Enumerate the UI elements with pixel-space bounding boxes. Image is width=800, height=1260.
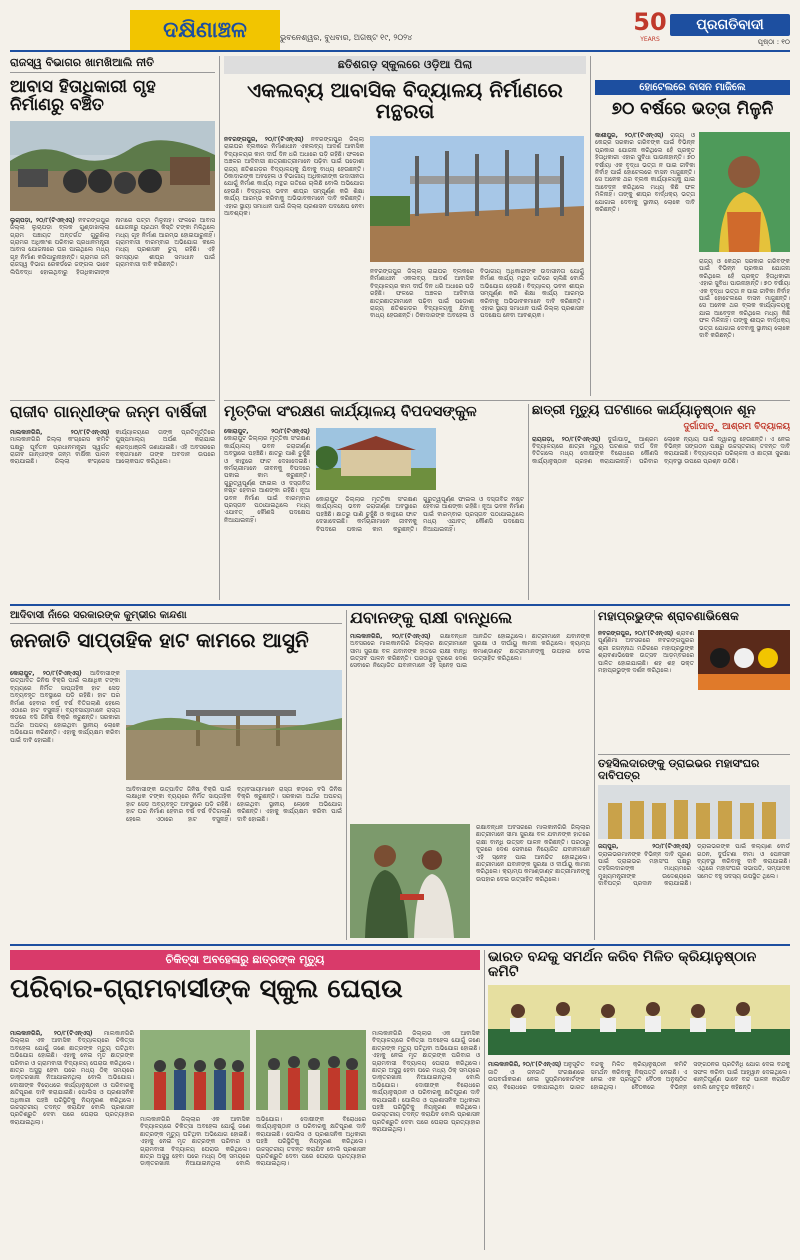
dateline-bar	[280, 32, 580, 44]
brand-name: ପ୍ରଗତିବାଦୀ	[696, 17, 764, 33]
drivers-body: ଜୟପୁର, ୨୦/୮(ଟିଏନ୍‌ଏସ୍‌) ଡ୍ରାଇଭରମାନଙ୍କ ବିଭିନ୍ନ ଦାବି ପୂରଣ ପାଇଁ ଡ୍ରାଇଭର ମହାସଂଘ ପକ୍ଷରୁ ତହସିଲଦାରଙ୍କ ମାଧ୍ୟମରେ ମୁଖ୍ୟମନ୍ତ୍ରୀଙ୍କ ଉଦ୍ଦେଶ୍ୟରେ ଦାବିପତ୍ର ପ୍ରଦାନ କରାଯାଇଛି। ଡ୍ରାଇଭରଙ୍କ ପାଇଁ କଲ୍ୟାଣ ବୋର୍ଡ ଗଠନ, ଦୁର୍ଘଟଣା ବୀମା ଓ ପେନସନ ବ୍ୟବସ୍ଥା କରିବାକୁ ଦାବି କରାଯାଇଛି। ଏଥିରେ ମହାସଂଘର ସଭାପତି, ସମ୍ପାଦକ ସମେତ ବହୁ ସଦସ୍ୟ ଉପସ୍ଥିତ ଥିଲେ।	[598, 843, 790, 888]
market-kicker: ଆଦିବାସୀ ନାଁରେ ସରକାରଙ୍କ କୁମ୍ଭୀର କାନ୍ଦଣା	[10, 610, 342, 624]
rakhi-body-bottom: ରକ୍ଷାବନ୍ଧନ ଅବସରରେ ମାଲକାନଗିରି ଜିଲ୍ଲାର ଛାତ୍ରୀମାନେ ସୀମା ସୁରକ୍ଷା ବଳ ଯବାନଙ୍କ ହାତରେ ରାକ୍ଷୀ ବାନ୍ଧି ଉତ୍ସବ ପାଳନ କରିଛନ୍ତି। ଘରଠାରୁ ଦୂରରେ ଦେଶ ସେବାରେ ନିୟୋଜିତ ଯବାନମାନେ ଏହି ସ୍ନେହ ପାଇ ଆନନ୍ଦିତ ହୋଇଥିଲେ। ଛାତ୍ରୀମାନେ ଯବାନଙ୍କ ସୁରକ୍ଷା ଓ ଦୀର୍ଘାୟୁ କାମନା କରିଥିଲେ। କ୍ୟାମ୍ପ କମାଣ୍ଡାଣ୍ଟ ଛାତ୍ରୀମାନଙ୍କୁ ଉପହାର ଦେଇ ଉତ୍ସାହିତ କରିଥିଲେ।	[476, 824, 590, 883]
section-header-bar	[130, 10, 280, 50]
anniversary-logo: 50 YEARS	[633, 8, 667, 43]
rakhi-body-top: ମାଲକାନଗିରି, ୨୦/୮(ଟିଏନ୍‌ଏସ୍‌) ରକ୍ଷାବନ୍ଧନ ଅବସରରେ ମାଲକାନଗିରି ଜିଲ୍ଲାର ଛାତ୍ରୀମାନେ ସୀମା ସୁରକ୍ଷା ବଳ ଯବାନଙ୍କ ହାତରେ ରାକ୍ଷୀ ବାନ୍ଧି ଉତ୍ସବ ପାଳନ କରିଛନ୍ତି। ଘରଠାରୁ ଦୂରରେ ଦେଶ ସେବାରେ ନିୟୋଜିତ ଯବାନମାନେ ଏହି ସ୍ନେହ ପାଇ ଆନନ୍ଦିତ ହୋଇଥିଲେ। ଛାତ୍ରୀମାନେ ଯବାନଙ୍କ ସୁରକ୍ଷା ଓ ଦୀର୍ଘାୟୁ କାମନା କରିଥିଲେ। କ୍ୟାମ୍ପ କମାଣ୍ଡାଣ୍ଟ ଛାତ୍ରୀମାନଙ୍କୁ ଉପହାର ଦେଇ ଉତ୍ସାହିତ କରିଥିଲେ।	[350, 632, 590, 670]
divider	[219, 56, 220, 600]
housing-photo	[10, 121, 215, 211]
gherao-headline: ପରିବାର-ଗ୍ରାମବାସୀଙ୍କ ସ୍କୁଲ ଘେରାଉ	[10, 974, 403, 1004]
soil-headline: ମୃତ୍ତିକା ସଂରକ୍ଷଣ କାର୍ଯ୍ୟାଳୟ ବିପଦସଙ୍କୁଳ	[224, 402, 477, 420]
elderly-woman-photo	[699, 132, 790, 252]
gherao-kicker: ଚିକିତ୍ସା ଅବହେଳାରୁ ଛାତ୍ରଙ୍କ ମୃତ୍ୟୁ	[10, 950, 480, 970]
market-shed-photo	[126, 670, 342, 780]
gherao-story	[10, 950, 480, 1250]
student-death-body: ରାୟଗଡ଼ା, ୨୦/୮(ଟିଏନ୍‌ଏସ୍‌) ଦୁର୍ଗାପାଡ଼ୁ ଆଶ୍ରମ ବିଦ୍ୟାଳୟରେ ଛାତ୍ରୀ ମୃତ୍ୟୁ ଘଟଣାର ଦୀର୍ଘ ଦିନ ବିତିଗଲେ ମଧ୍ୟ ଦୋଷୀଙ୍କ ବିରୋଧରେ କୌଣସି କାର୍ଯ୍ୟାନୁଷ୍ଠାନ ଗ୍ରହଣ କରାଯାଇନାହିଁ। ପରିବାର ଲୋକେ ନ୍ୟାୟ ପାଇଁ ଦ୍ୱାରସ୍ଥ ହେଉଛନ୍ତି। ଏ ନେଇ ବିଭିନ୍ନ ସଙ୍ଗଠନ ପକ୍ଷରୁ ଉଚ୍ଚସ୍ତରୀୟ ତଦନ୍ତ ଦାବି କରାଯାଇଛି। ବିଦ୍ୟାଳୟର ପରିଚାଳନା ଓ ଛାତ୍ରୀ ସୁରକ୍ଷା ବ୍ୟବସ୍ଥା ଉପରେ ପ୍ରଶ୍ନ ଉଠିଛି।	[532, 435, 790, 465]
school-headline: ଏକଲବ୍ୟ ଆବାସିକ ବିଦ୍ୟାଳୟ ନିର୍ମାଣରେ ମନ୍ଥରତା	[247, 78, 563, 123]
housing-kicker: ରାଜସ୍ୱ ବିଭାଗର ଖାମଖିଆଲି ନୀତି	[10, 56, 215, 73]
rajiv-story	[10, 404, 215, 599]
temple-photo	[698, 630, 790, 690]
gherao-body-mid: ମାଲକାନଗିରି ଜିଲ୍ଲାର ଏକ ଆବାସିକ ବିଦ୍ୟାଳୟରେ ଚିକିତ୍ସା ଅବହେଳା ଯୋଗୁଁ ଜଣେ ଛାତ୍ରଙ୍କ ମୃତ୍ୟୁ ଘଟିଥିବା ଅଭିଯୋଗ ହୋଇଛି। ଏହାକୁ ନେଇ ମୃତ ଛାତ୍ରଙ୍କ ପରିବାର ଓ ଗ୍ରାମବାସୀ ବିଦ୍ୟାଳୟ ଘେରାଉ କରିଥିଲେ। ଛାତ୍ର ଅସୁସ୍ଥ ହେବା ପରେ ମଧ୍ୟ ଠିକ୍ ସମୟରେ ଡାକ୍ତରଖାନା ନିଆଯାଇନଥିଲା ବୋଲି ଅଭିଯୋଗ। ଦୋଷୀଙ୍କ ବିରୋଧରେ କାର୍ଯ୍ୟାନୁଷ୍ଠାନ ଓ ପରିବାରକୁ କ୍ଷତିପୂରଣ ଦାବି କରାଯାଇଛି। ପୋଲିସ ଓ ପ୍ରଶାସନିକ ଅଧିକାରୀ ପହଞ୍ଚି ପରିସ୍ଥିତିକୁ ନିୟନ୍ତ୍ରଣ କରିଥିଲେ। ଉଚ୍ଚସ୍ତରୀୟ ତଦନ୍ତ କରାଯିବ ବୋଲି ପ୍ରଶାସନ ପ୍ରତିଶ୍ରୁତି ଦେବା ପରେ ଘେରାଉ ପ୍ରତ୍ୟାହାର କରାଯାଇଥିଲା।	[140, 1116, 366, 1168]
divider	[528, 404, 529, 600]
rajiv-body: ମାଲକାନଗିରି, ୨୦/୮(ଟିଏନ୍‌ଏସ୍‌) ମାଲକାନଗିରି ଜିଲ୍ଲା କଂଗ୍ରେସ କମିଟି ପକ୍ଷରୁ ପୂର୍ବତନ ପ୍ରଧାନମନ୍ତ୍ରୀ ସ୍ୱର୍ଗତ ରାଜୀବ ଗାନ୍ଧୀଙ୍କ ଜନ୍ମ ବାର୍ଷିକୀ ପାଳନ କରାଯାଇଛି। ଜିଲ୍ଲା କଂଗ୍ରେସ କାର୍ଯ୍ୟାଳୟରେ ତାଙ୍କ ପ୍ରତିମୂର୍ତ୍ତିରେ ପୁଷ୍ପମାଲ୍ୟ ଅର୍ପଣ କରାଯାଇ ଶ୍ରଦ୍ଧାଞ୍ଜଳି ଜଣାଯାଇଛି। ଏହି ଅବସରରେ ବକ୍ତାମାନେ ତାଙ୍କ ଅବଦାନ ଉପରେ ଆଲୋକପାତ କରିଥିଲେ।	[10, 428, 215, 466]
allowance-body-left: କାଶୀପୁର, ୨୦/୮(ଟିଏନ୍‌ଏସ୍‌) ରାଜ୍ୟ ଓ କେନ୍ଦ୍ର ସରକାର ଗରିବଙ୍କ ପାଇଁ ବିଭିନ୍ନ ପ୍ରକାର ଯୋଜନା କରିଥିଲେ ହେଁ ପ୍ରକୃତ ହିତାଧିକାରୀ ଏହାର ସୁବିଧା ପାଉନାହାନ୍ତି। ୭୦ ବର୍ଷୀୟା ଏକ ବୃଦ୍ଧା ଭତ୍ତା ନ ପାଇ ଜୀବିକା ନିର୍ବାହ ପାଇଁ ହୋଟେଲରେ ବାସନ ମାଜୁଛନ୍ତି। ସେ ଅନେକ ଥର ବ୍ଲକ କାର୍ଯ୍ୟାଳୟକୁ ଯାଇ ଆବେଦନ କରିଥିଲେ ମଧ୍ୟ କିଛି ଫଳ ମିଳିନାହିଁ। ତାଙ୍କୁ ଶୀଘ୍ର ବାର୍ଦ୍ଧକ୍ୟ ଭତ୍ତା ଯୋଗାଇ ଦେବାକୁ ସ୍ଥାନୀୟ ଲୋକେ ଦାବି କରିଛନ୍ତି।	[595, 132, 695, 214]
divider	[594, 610, 595, 940]
gherao-photo-1	[140, 1030, 250, 1110]
school-kicker: ଛତିଶଗଡ଼ ସ୍କୁଲରେ ଓଡ଼ିଆ ପିଲା	[224, 56, 586, 74]
gherao-photo-2	[256, 1030, 366, 1110]
divider	[346, 610, 347, 940]
abhishek-story	[598, 610, 790, 750]
divider	[484, 950, 485, 1250]
student-death-subhead: ଦୁର୍ଗାପାଡ଼ୁ ଆଶ୍ରମ ବିଦ୍ୟାଳୟ	[683, 421, 790, 432]
drivers-photo	[598, 785, 790, 839]
drivers-story	[598, 758, 790, 940]
school-photo	[370, 136, 584, 262]
allowance-headline: ୭୦ ବର୍ଷରେ ଭତ୍ତା ମିଳୁନି	[611, 99, 774, 119]
housing-headline: ଆବାସ ହିତାଧିକାରୀ ଗୃହ ନିର୍ମାଣରୁ ବଞ୍ଚିତ	[10, 77, 156, 115]
masthead-rule	[10, 50, 790, 52]
school-body-right: ନବରଙ୍ଗପୁର ଜିଲ୍ଲା ରାଇଘର ବ୍ଲକରେ ନିର୍ମାଣାଧୀନ ଏକଲବ୍ୟ ଆଦର୍ଶ ଆବାସିକ ବିଦ୍ୟାଳୟର କାମ ଦୀର୍ଘ ଦିନ ଧରି ଅଧାରେ ପଡ଼ି ରହିଛି। ଫଳରେ ଅଞ୍ଚଳର ଆଦିବାସୀ ଛାତ୍ରଛାତ୍ରୀମାନେ ପଢ଼ିବା ପାଇଁ ପଡ଼ୋଶୀ ରାଜ୍ୟ ଛତିଶଗଡ଼ର ବିଦ୍ୟାଳୟକୁ ଯିବାକୁ ବାଧ୍ୟ ହେଉଛନ୍ତି। ଠିକାଦାରଙ୍କ ଅବହେଳା ଓ ବିଭାଗୀୟ ଅଧିକାରୀଙ୍କ ଉଦାସୀନତା ଯୋଗୁଁ ନିର୍ମାଣ କାର୍ଯ୍ୟ ମନ୍ଥର ଗତିରେ ଚାଲିଛି ବୋଲି ଅଭିଯୋଗ ହେଉଛି। ବିଦ୍ୟାଳୟ ଭବନ ଶୀଘ୍ର ସମ୍ପୂର୍ଣ୍ଣ କରି ଶିକ୍ଷା କାର୍ଯ୍ୟ ଆରମ୍ଭ କରିବାକୁ ଅଭିଭାବକମାନେ ଦାବି କରିଛନ୍ତି। ଏହାର ସ୍ଥାୟୀ ସମାଧାନ ପାଇଁ ଜିଲ୍ଲା ପ୍ରଶାସନ ପଦକ୍ଷେପ ନେବା ଆବଶ୍ୟକ।	[370, 268, 584, 320]
divider	[590, 56, 591, 396]
school-body-left: ନବରଙ୍ଗପୁର, ୨୦/୮(ଟିଏନ୍‌ଏସ୍‌) ନବରଙ୍ଗପୁର ଜିଲ୍ଲା ରାଇଘର ବ୍ଲକରେ ନିର୍ମାଣାଧୀନ ଏକଲବ୍ୟ ଆଦର୍ଶ ଆବାସିକ ବିଦ୍ୟାଳୟର କାମ ଦୀର୍ଘ ଦିନ ଧରି ଅଧାରେ ପଡ଼ି ରହିଛି। ଫଳରେ ଅଞ୍ଚଳର ଆଦିବାସୀ ଛାତ୍ରଛାତ୍ରୀମାନେ ପଢ଼ିବା ପାଇଁ ପଡ଼ୋଶୀ ରାଜ୍ୟ ଛତିଶଗଡ଼ର ବିଦ୍ୟାଳୟକୁ ଯିବାକୁ ବାଧ୍ୟ ହେଉଛନ୍ତି। ଠିକାଦାରଙ୍କ ଅବହେଳା ଓ ବିଭାଗୀୟ ଅଧିକାରୀଙ୍କ ଉଦାସୀନତା ଯୋଗୁଁ ନିର୍ମାଣ କାର୍ଯ୍ୟ ମନ୍ଥର ଗତିରେ ଚାଲିଛି ବୋଲି ଅଭିଯୋଗ ହେଉଛି। ବିଦ୍ୟାଳୟ ଭବନ ଶୀଘ୍ର ସମ୍ପୂର୍ଣ୍ଣ କରି ଶିକ୍ଷା କାର୍ଯ୍ୟ ଆରମ୍ଭ କରିବାକୁ ଅଭିଭାବକମାନେ ଦାବି କରିଛନ୍ତି। ଏହାର ସ୍ଥାୟୀ ସମାଧାନ ପାଇଁ ଜିଲ୍ଲା ପ୍ରଶାସନ ପଦକ୍ଷେପ ନେବା ଆବଶ୍ୟକ।	[224, 136, 364, 218]
market-story	[10, 610, 342, 940]
bandh-body: ମାଲକାନଗିରି, ୨୦/୮(ଟିଏନ୍‌ଏସ୍‌) ଅନୁସୂଚିତ ଜାତି ଓ ଜନଜାତି ସଂରକ୍ଷଣରେ ଉପବର୍ଗୀକରଣ ନେଇ ସୁପ୍ରିମକୋର୍ଟଙ୍କ ରାୟ ବିରୋଧରେ ଡକାଯାଇଥିବା ଭାରତ ବନ୍ଦକୁ ମିଳିତ କ୍ରିୟାନୁଷ୍ଠାନ କମିଟି ସମର୍ଥନ କରିବାକୁ ନିଷ୍ପତ୍ତି ନେଇଛି। ଏ ନେଇ ଏକ ପ୍ରସ୍ତୁତି ବୈଠକ ଅନୁଷ୍ଠିତ ହୋଇଥିଲା। ବୈଠକରେ ବିଭିନ୍ନ ସଙ୍ଗଠନର ପ୍ରତିନିଧି ଯୋଗ ଦେଇ ବନ୍ଦକୁ ସଫଳ କରିବା ପାଇଁ ଆହ୍ୱାନ ଦେଇଥିଲେ। ଶାନ୍ତିପୂର୍ଣ୍ଣ ଭାବେ ବନ୍ଦ ପାଳନ କରାଯିବ ବୋଲି ନେତୃବୃନ୍ଦ କହିଛନ୍ତି।	[488, 1061, 790, 1091]
abhishek-body: ନବରଙ୍ଗପୁର, ୨୦/୮(ଟିଏନ୍‌ଏସ୍‌) ଶ୍ରାବଣ ପୂର୍ଣ୍ଣିମା ଅବସରରେ ନବରଙ୍ଗପୁରର ଶ୍ରୀ ଜଗନ୍ନାଥ ମନ୍ଦିରରେ ମହାପ୍ରଭୁଙ୍କ ଶ୍ରାବଣାଭିଷେକ ଉତ୍ସବ ଆଡ଼ମ୍ବରରେ ପାଳିତ ହୋଇଯାଇଛି। ଶହ ଶହ ଭକ୍ତ ମହାପ୍ରଭୁଙ୍କ ଦର୍ଶନ କରିଥିଲେ।	[598, 630, 694, 675]
gherao-body-right: ମାଲକାନଗିରି ଜିଲ୍ଲାର ଏକ ଆବାସିକ ବିଦ୍ୟାଳୟରେ ଚିକିତ୍ସା ଅବହେଳା ଯୋଗୁଁ ଜଣେ ଛାତ୍ରଙ୍କ ମୃତ୍ୟୁ ଘଟିଥିବା ଅଭିଯୋଗ ହୋଇଛି। ଏହାକୁ ନେଇ ମୃତ ଛାତ୍ରଙ୍କ ପରିବାର ଓ ଗ୍ରାମବାସୀ ବିଦ୍ୟାଳୟ ଘେରାଉ କରିଥିଲେ। ଛାତ୍ର ଅସୁସ୍ଥ ହେବା ପରେ ମଧ୍ୟ ଠିକ୍ ସମୟରେ ଡାକ୍ତରଖାନା ନିଆଯାଇନଥିଲା ବୋଲି ଅଭିଯୋଗ। ଦୋଷୀଙ୍କ ବିରୋଧରେ କାର୍ଯ୍ୟାନୁଷ୍ଠାନ ଓ ପରିବାରକୁ କ୍ଷତିପୂରଣ ଦାବି କରାଯାଇଛି। ପୋଲିସ ଓ ପ୍ରଶାସନିକ ଅଧିକାରୀ ପହଞ୍ଚି ପରିସ୍ଥିତିକୁ ନିୟନ୍ତ୍ରଣ କରିଥିଲେ। ଉଚ୍ଚସ୍ତରୀୟ ତଦନ୍ତ କରାଯିବ ବୋଲି ପ୍ରଶାସନ ପ୍ରତିଶ୍ରୁତି ଦେବା ପରେ ଘେରାଉ ପ୍ରତ୍ୟାହାର କରାଯାଇଥିଲା।	[372, 1030, 480, 1134]
soil-body-right: କୋରାପୁଟ ଜିଲ୍ଲାର ମୃତ୍ତିକା ସଂରକ୍ଷଣ କାର୍ଯ୍ୟାଳୟ ଭବନ ଜରାଜୀର୍ଣ୍ଣ ଅବସ୍ଥାରେ ପହଞ୍ଚିଛି। ଛାତରୁ ପାଣି ଚୁହୁଁଛି ଓ କାନ୍ଥରେ ଫାଟ ଦେଖାଦେଇଛି। କର୍ମଚାରୀମାନେ ଜୀବନକୁ ବିପଦରେ ପକାଇ କାମ କରୁଛନ୍ତି। ଗୁରୁତ୍ୱପୂର୍ଣ୍ଣ ଫାଇଲ ଓ ଦସ୍ତାବିଜ ନଷ୍ଟ ହେବାର ଆଶଙ୍କା ରହିଛି। ନୂଆ ଭବନ ନିର୍ମାଣ ପାଇଁ ବାରମ୍ବାର ପ୍ରସ୍ତାବ ପଠାଯାଇଥିଲେ ମଧ୍ୟ ଏଯାବତ୍ କୌଣସି ପଦକ୍ଷେପ ନିଆଯାଇନାହିଁ।	[316, 496, 524, 533]
rakhi-headline: ଯବାନଙ୍କୁ ରାକ୍ଷୀ ବାନ୍ଧିଲେ	[350, 608, 513, 627]
page-number: ପୃଷ୍ଠା : ୧୦	[757, 38, 790, 46]
allowance-story	[595, 80, 790, 398]
allowance-body-right: ରାଜ୍ୟ ଓ କେନ୍ଦ୍ର ସରକାର ଗରିବଙ୍କ ପାଇଁ ବିଭିନ୍ନ ପ୍ରକାର ଯୋଜନା କରିଥିଲେ ହେଁ ପ୍ରକୃତ ହିତାଧିକାରୀ ଏହାର ସୁବିଧା ପାଉନାହାନ୍ତି। ୭୦ ବର୍ଷୀୟା ଏକ ବୃଦ୍ଧା ଭତ୍ତା ନ ପାଇ ଜୀବିକା ନିର୍ବାହ ପାଇଁ ହୋଟେଲରେ ବାସନ ମାଜୁଛନ୍ତି। ସେ ଅନେକ ଥର ବ୍ଲକ କାର୍ଯ୍ୟାଳୟକୁ ଯାଇ ଆବେଦନ କରିଥିଲେ ମଧ୍ୟ କିଛି ଫଳ ମିଳିନାହିଁ। ତାଙ୍କୁ ଶୀଘ୍ର ବାର୍ଦ୍ଧକ୍ୟ ଭତ୍ତା ଯୋଗାଇ ଦେବାକୁ ସ୍ଥାନୀୟ ଲୋକେ ଦାବି କରିଛନ୍ତି।	[699, 258, 790, 340]
student-death-story	[532, 404, 790, 600]
rakhi-photo	[350, 824, 470, 938]
divider	[224, 400, 790, 401]
abhishek-headline: ମହାପ୍ରଭୁଙ୍କ ଶ୍ରାବଣାଭିଷେକ	[598, 609, 739, 623]
bandh-meeting-photo	[488, 985, 790, 1055]
housing-story	[10, 56, 215, 396]
allowance-kicker: ହୋଟେଲରେ ବାସନ ମାଜିଲେ	[595, 80, 790, 95]
soil-body-left: କୋରାପୁଟ, ୨୦/୮(ଟିଏନ୍‌ଏସ୍‌) କୋରାପୁଟ ଜିଲ୍ଲାର ମୃତ୍ତିକା ସଂରକ୍ଷଣ କାର୍ଯ୍ୟାଳୟ ଭବନ ଜରାଜୀର୍ଣ୍ଣ ଅବସ୍ଥାରେ ପହଞ୍ଚିଛି। ଛାତରୁ ପାଣି ଚୁହୁଁଛି ଓ କାନ୍ଥରେ ଫାଟ ଦେଖାଦେଇଛି। କର୍ମଚାରୀମାନେ ଜୀବନକୁ ବିପଦରେ ପକାଇ କାମ କରୁଛନ୍ତି। ଗୁରୁତ୍ୱପୂର୍ଣ୍ଣ ଫାଇଲ ଓ ଦସ୍ତାବିଜ ନଷ୍ଟ ହେବାର ଆଶଙ୍କା ରହିଛି। ନୂଆ ଭବନ ନିର୍ମାଣ ପାଇଁ ବାରମ୍ବାର ପ୍ରସ୍ତାବ ପଠାଯାଇଥିଲେ ମଧ୍ୟ ଏଯାବତ୍ କୌଣସି ପଦକ୍ଷେପ ନିଆଯାଇନାହିଁ।	[224, 428, 310, 524]
student-death-headline: ଛାତ୍ରୀ ମୃତ୍ୟୁ ଘଟଣାରେ କାର୍ଯ୍ୟାନୁଷ୍ଠାନ ଶୂନ	[532, 403, 756, 418]
brand-logo	[670, 14, 790, 36]
soil-story	[224, 404, 524, 600]
gherao-body-left: ମାଲକାନଗିରି, ୨୦/୮(ଟିଏନ୍‌ଏସ୍‌) ମାଲକାନଗିରି ଜିଲ୍ଲାର ଏକ ଆବାସିକ ବିଦ୍ୟାଳୟରେ ଚିକିତ୍ସା ଅବହେଳା ଯୋଗୁଁ ଜଣେ ଛାତ୍ରଙ୍କ ମୃତ୍ୟୁ ଘଟିଥିବା ଅଭିଯୋଗ ହୋଇଛି। ଏହାକୁ ନେଇ ମୃତ ଛାତ୍ରଙ୍କ ପରିବାର ଓ ଗ୍ରାମବାସୀ ବିଦ୍ୟାଳୟ ଘେରାଉ କରିଥିଲେ। ଛାତ୍ର ଅସୁସ୍ଥ ହେବା ପରେ ମଧ୍ୟ ଠିକ୍ ସମୟରେ ଡାକ୍ତରଖାନା ନିଆଯାଇନଥିଲା ବୋଲି ଅଭିଯୋଗ। ଦୋଷୀଙ୍କ ବିରୋଧରେ କାର୍ଯ୍ୟାନୁଷ୍ଠାନ ଓ ପରିବାରକୁ କ୍ଷତିପୂରଣ ଦାବି କରାଯାଇଛି। ପୋଲିସ ଓ ପ୍ରଶାସନିକ ଅଧିକାରୀ ପହଞ୍ଚି ପରିସ୍ଥିତିକୁ ନିୟନ୍ତ୍ରଣ କରିଥିଲେ। ଉଚ୍ଚସ୍ତରୀୟ ତଦନ୍ତ କରାଯିବ ବୋଲି ପ୍ରଶାସନ ପ୍ରତିଶ୍ରୁତି ଦେବା ପରେ ଘେରାଉ ପ୍ରତ୍ୟାହାର କରାଯାଇଥିଲା।	[10, 1030, 134, 1126]
rakhi-story	[350, 610, 590, 940]
school-story	[224, 56, 586, 400]
market-headline: ଜନଜାତି ସାପ୍ତାହିକ ହାଟ କାମରେ ଆସୁନି	[10, 628, 309, 652]
soil-office-photo	[316, 428, 436, 490]
divider	[10, 944, 790, 946]
section-title: ଦକ୍ଷିଣାଞ୍ଚଳ	[163, 17, 247, 43]
issue-dateline: ଭୁବନେଶ୍ୱର, ବୁଧବାର, ଅଗଷ୍ଟ ୧୯, ୨୦୨୪	[280, 33, 413, 42]
rajiv-headline: ରାଜୀବ ଗାନ୍ଧୀଙ୍କ ଜନ୍ମ ବାର୍ଷିକୀ	[10, 402, 207, 421]
divider	[10, 400, 215, 401]
drivers-headline: ତହସିଲଦାରଙ୍କୁ ଡ୍ରାଇଭର ମହାସଂଘର ଦାବିପତ୍ର	[598, 757, 760, 782]
housing-body: ଲୁଚାପଡ଼ା, ୨୦/୮(ଟିଏନ୍‌ଏସ୍‌) ନବରଙ୍ଗପୁର ଜିଲ୍ଲା ଲୁଚାପଡ଼ା ବ୍ଲକ ଗୁଣ୍ଡାଖଲ୍ଲା ଗ୍ରାମ ପଞ୍ଚାୟତ ଅନ୍ତର୍ଗତ ଗୁରୁଖିଲା ଗ୍ରାମର ଅଧିକାଂଶ ପରିବାର ପ୍ରଧାନମନ୍ତ୍ରୀ ଆବାସ ଯୋଜନାରେ ଘର ପାଇଥିଲେ ମଧ୍ୟ ଗୃହ ନିର୍ମାଣ କରିପାରୁନାହାନ୍ତି। ଗ୍ରାମର ଜମି ରାଜସ୍ୱ ବିଭାଗ ରେକର୍ଡରେ ଜଙ୍ଗଲ ଭାବେ ଲିପିବଦ୍ଧ ହୋଇଥିବାରୁ ହିତାଧିକାରୀଙ୍କ ନାମରେ ପଟ୍ଟା ମିଳୁନାହିଁ। ଫଳରେ ଆବାସ ଯୋଜନାରୁ ପ୍ରଥମ କିସ୍ତି ଟଙ୍କା ମିଳିଥିଲେ ମଧ୍ୟ ଗୃହ ନିର୍ମାଣ ଆରମ୍ଭ ହୋଇପାରୁନାହିଁ। ଗ୍ରାମବାସୀ ବାରମ୍ବାର ଅଭିଯୋଗ କଲେ ମଧ୍ୟ ପ୍ରଶାସନ ଚୁପ୍ ରହିଛି। ଏହି ସମସ୍ୟାର ଶୀଘ୍ର ସମାଧାନ ପାଇଁ ଗ୍ରାମବାସୀ ଦାବି କରିଛନ୍ତି।	[10, 216, 215, 276]
market-body-left: କୋରାପୁଟ, ୨୦/୮(ଟିଏନ୍‌ଏସ୍‌) ଆଦିବାସୀଙ୍କ ଉତ୍ପାଦିତ ଜିନିଷ ବିକ୍ରି ପାଇଁ ଲକ୍ଷାଧିକ ଟଙ୍କା ବ୍ୟୟରେ ନିର୍ମିତ ସାପ୍ତାହିକ ହାଟ ସେଡ଼ ଅବ୍ୟବହୃତ ଅବସ୍ଥାରେ ପଡ଼ି ରହିଛି। ହାଟ ଘର ନିର୍ମାଣ ହେବାର ବର୍ଷ ବର୍ଷ ବିତିଗଲାଣି ହେଲେ ଏଠାରେ ହାଟ ବସୁନାହିଁ। ବ୍ୟବସାୟୀମାନେ ରାସ୍ତା କଡ଼ରେ ବସି ଜିନିଷ ବିକ୍ରି କରୁଛନ୍ତି। ସରକାରୀ ଅର୍ଥର ଅପଚୟ ହୋଇଥିବା ସ୍ଥାନୀୟ ଲୋକେ ଅଭିଯୋଗ କରିଛନ୍ତି। ଏହାକୁ କାର୍ଯ୍ୟକ୍ଷମ କରିବା ପାଇଁ ଦାବି ହୋଇଛି।	[10, 670, 120, 744]
market-body-right: ଆଦିବାସୀଙ୍କ ଉତ୍ପାଦିତ ଜିନିଷ ବିକ୍ରି ପାଇଁ ଲକ୍ଷାଧିକ ଟଙ୍କା ବ୍ୟୟରେ ନିର୍ମିତ ସାପ୍ତାହିକ ହାଟ ସେଡ଼ ଅବ୍ୟବହୃତ ଅବସ୍ଥାରେ ପଡ଼ି ରହିଛି। ହାଟ ଘର ନିର୍ମାଣ ହେବାର ବର୍ଷ ବର୍ଷ ବିତିଗଲାଣି ହେଲେ ଏଠାରେ ହାଟ ବସୁନାହିଁ। ବ୍ୟବସାୟୀମାନେ ରାସ୍ତା କଡ଼ରେ ବସି ଜିନିଷ ବିକ୍ରି କରୁଛନ୍ତି। ସରକାରୀ ଅର୍ଥର ଅପଚୟ ହୋଇଥିବା ସ୍ଥାନୀୟ ଲୋକେ ଅଭିଯୋଗ କରିଛନ୍ତି। ଏହାକୁ କାର୍ଯ୍ୟକ୍ଷମ କରିବା ପାଇଁ ଦାବି ହୋଇଛି।	[126, 786, 342, 823]
divider	[10, 604, 790, 606]
bandh-headline: ଭାରତ ବନ୍ଦକୁ ସମର୍ଥନ କରିବ ମିଳିତ କ୍ରିୟାନୁଷ୍ଠାନ କମିଟି	[488, 949, 757, 980]
bandh-story	[488, 950, 790, 1250]
divider	[598, 754, 790, 755]
